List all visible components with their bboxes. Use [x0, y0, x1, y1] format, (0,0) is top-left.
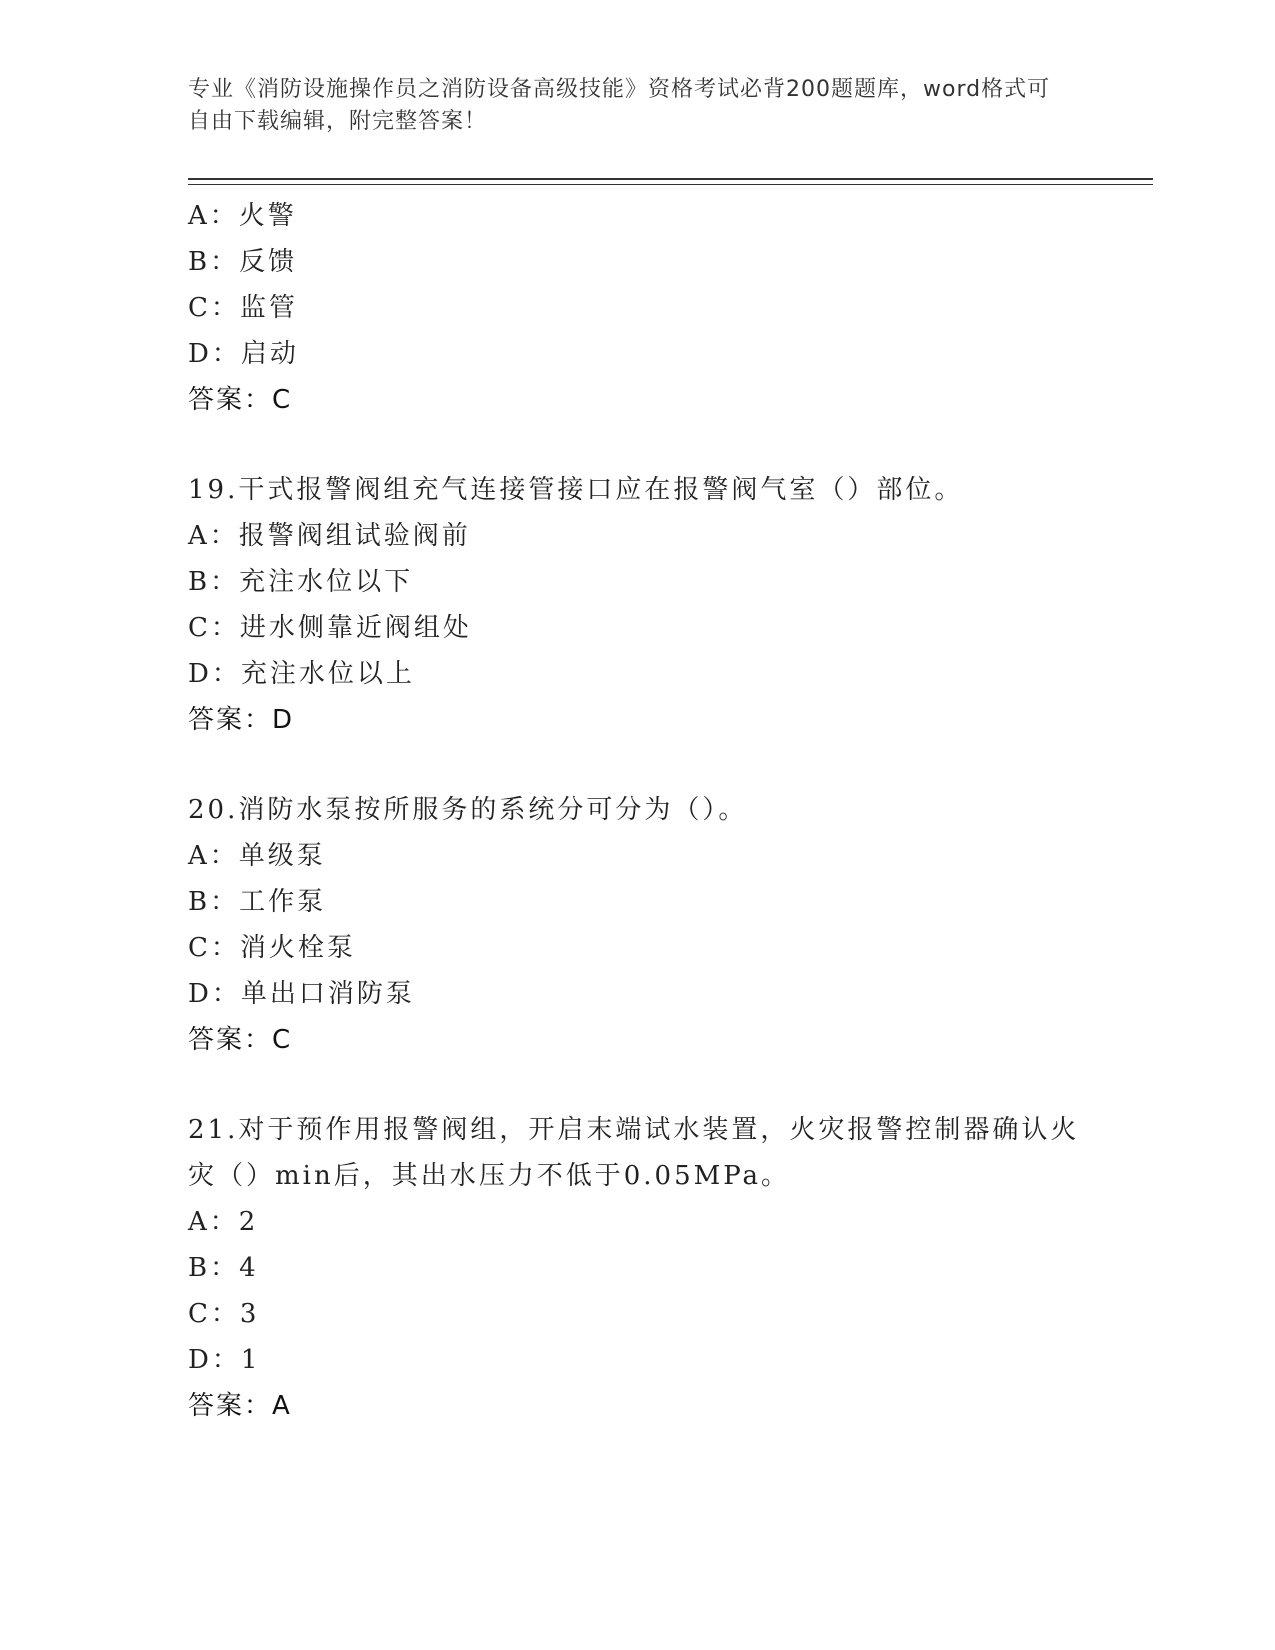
- question-stem: 19.干式报警阀组充气连接管接口应在报警阀气室（）部位。: [188, 475, 964, 505]
- option-d: D：充注水位以上: [188, 659, 415, 689]
- option-a: A：单级泵: [188, 841, 326, 871]
- option-c: C：消火栓泵: [188, 933, 356, 963]
- option-d: D：1: [188, 1345, 261, 1375]
- answer: 答案：A: [188, 1391, 292, 1421]
- answer: 答案：D: [188, 705, 295, 735]
- spacer: [188, 743, 1088, 787]
- option-d: D：单出口消防泵: [188, 979, 415, 1009]
- option-a: A：2: [188, 1207, 259, 1237]
- question-18: [188, 193, 1088, 423]
- question-19: [188, 467, 1088, 743]
- spacer: [188, 423, 1088, 467]
- option-b: B：反馈: [188, 247, 298, 277]
- option-b: B：工作泵: [188, 887, 327, 917]
- question-list: [188, 193, 1088, 1429]
- spacer: [188, 1063, 1088, 1107]
- answer: 答案：C: [188, 385, 293, 415]
- answer: 答案：C: [188, 1025, 293, 1055]
- option-d: D：启动: [188, 339, 299, 369]
- question-stem: 20.消防水泵按所服务的系统分可分为（）。: [188, 795, 748, 825]
- question-stem-line-2: 灾（）min后，其出水压力不低于0.05MPa。: [188, 1161, 791, 1191]
- question-21: [188, 1107, 1088, 1429]
- header-divider-thick: [188, 178, 1153, 180]
- option-c: C：进水侧靠近阀组处: [188, 613, 472, 643]
- header-divider-thin: [188, 184, 1153, 185]
- option-a: A：火警: [188, 201, 297, 231]
- document-header: 专业《消防设施操作员之消防设备高级技能》资格考试必背200题题库，word格式可自由下载编辑，附完整答案！: [188, 77, 1051, 134]
- option-b: B：4: [188, 1253, 259, 1283]
- question-20: [188, 787, 1088, 1063]
- option-b: B：充注水位以下: [188, 567, 414, 597]
- option-a: A：报警阀组试验阀前: [188, 521, 471, 551]
- option-c: C：监管: [188, 293, 298, 323]
- question-stem-line-1: 21.对于预作用报警阀组，开启末端试水装置，火灾报警控制器确认火: [188, 1115, 1080, 1145]
- option-c: C：3: [188, 1299, 260, 1329]
